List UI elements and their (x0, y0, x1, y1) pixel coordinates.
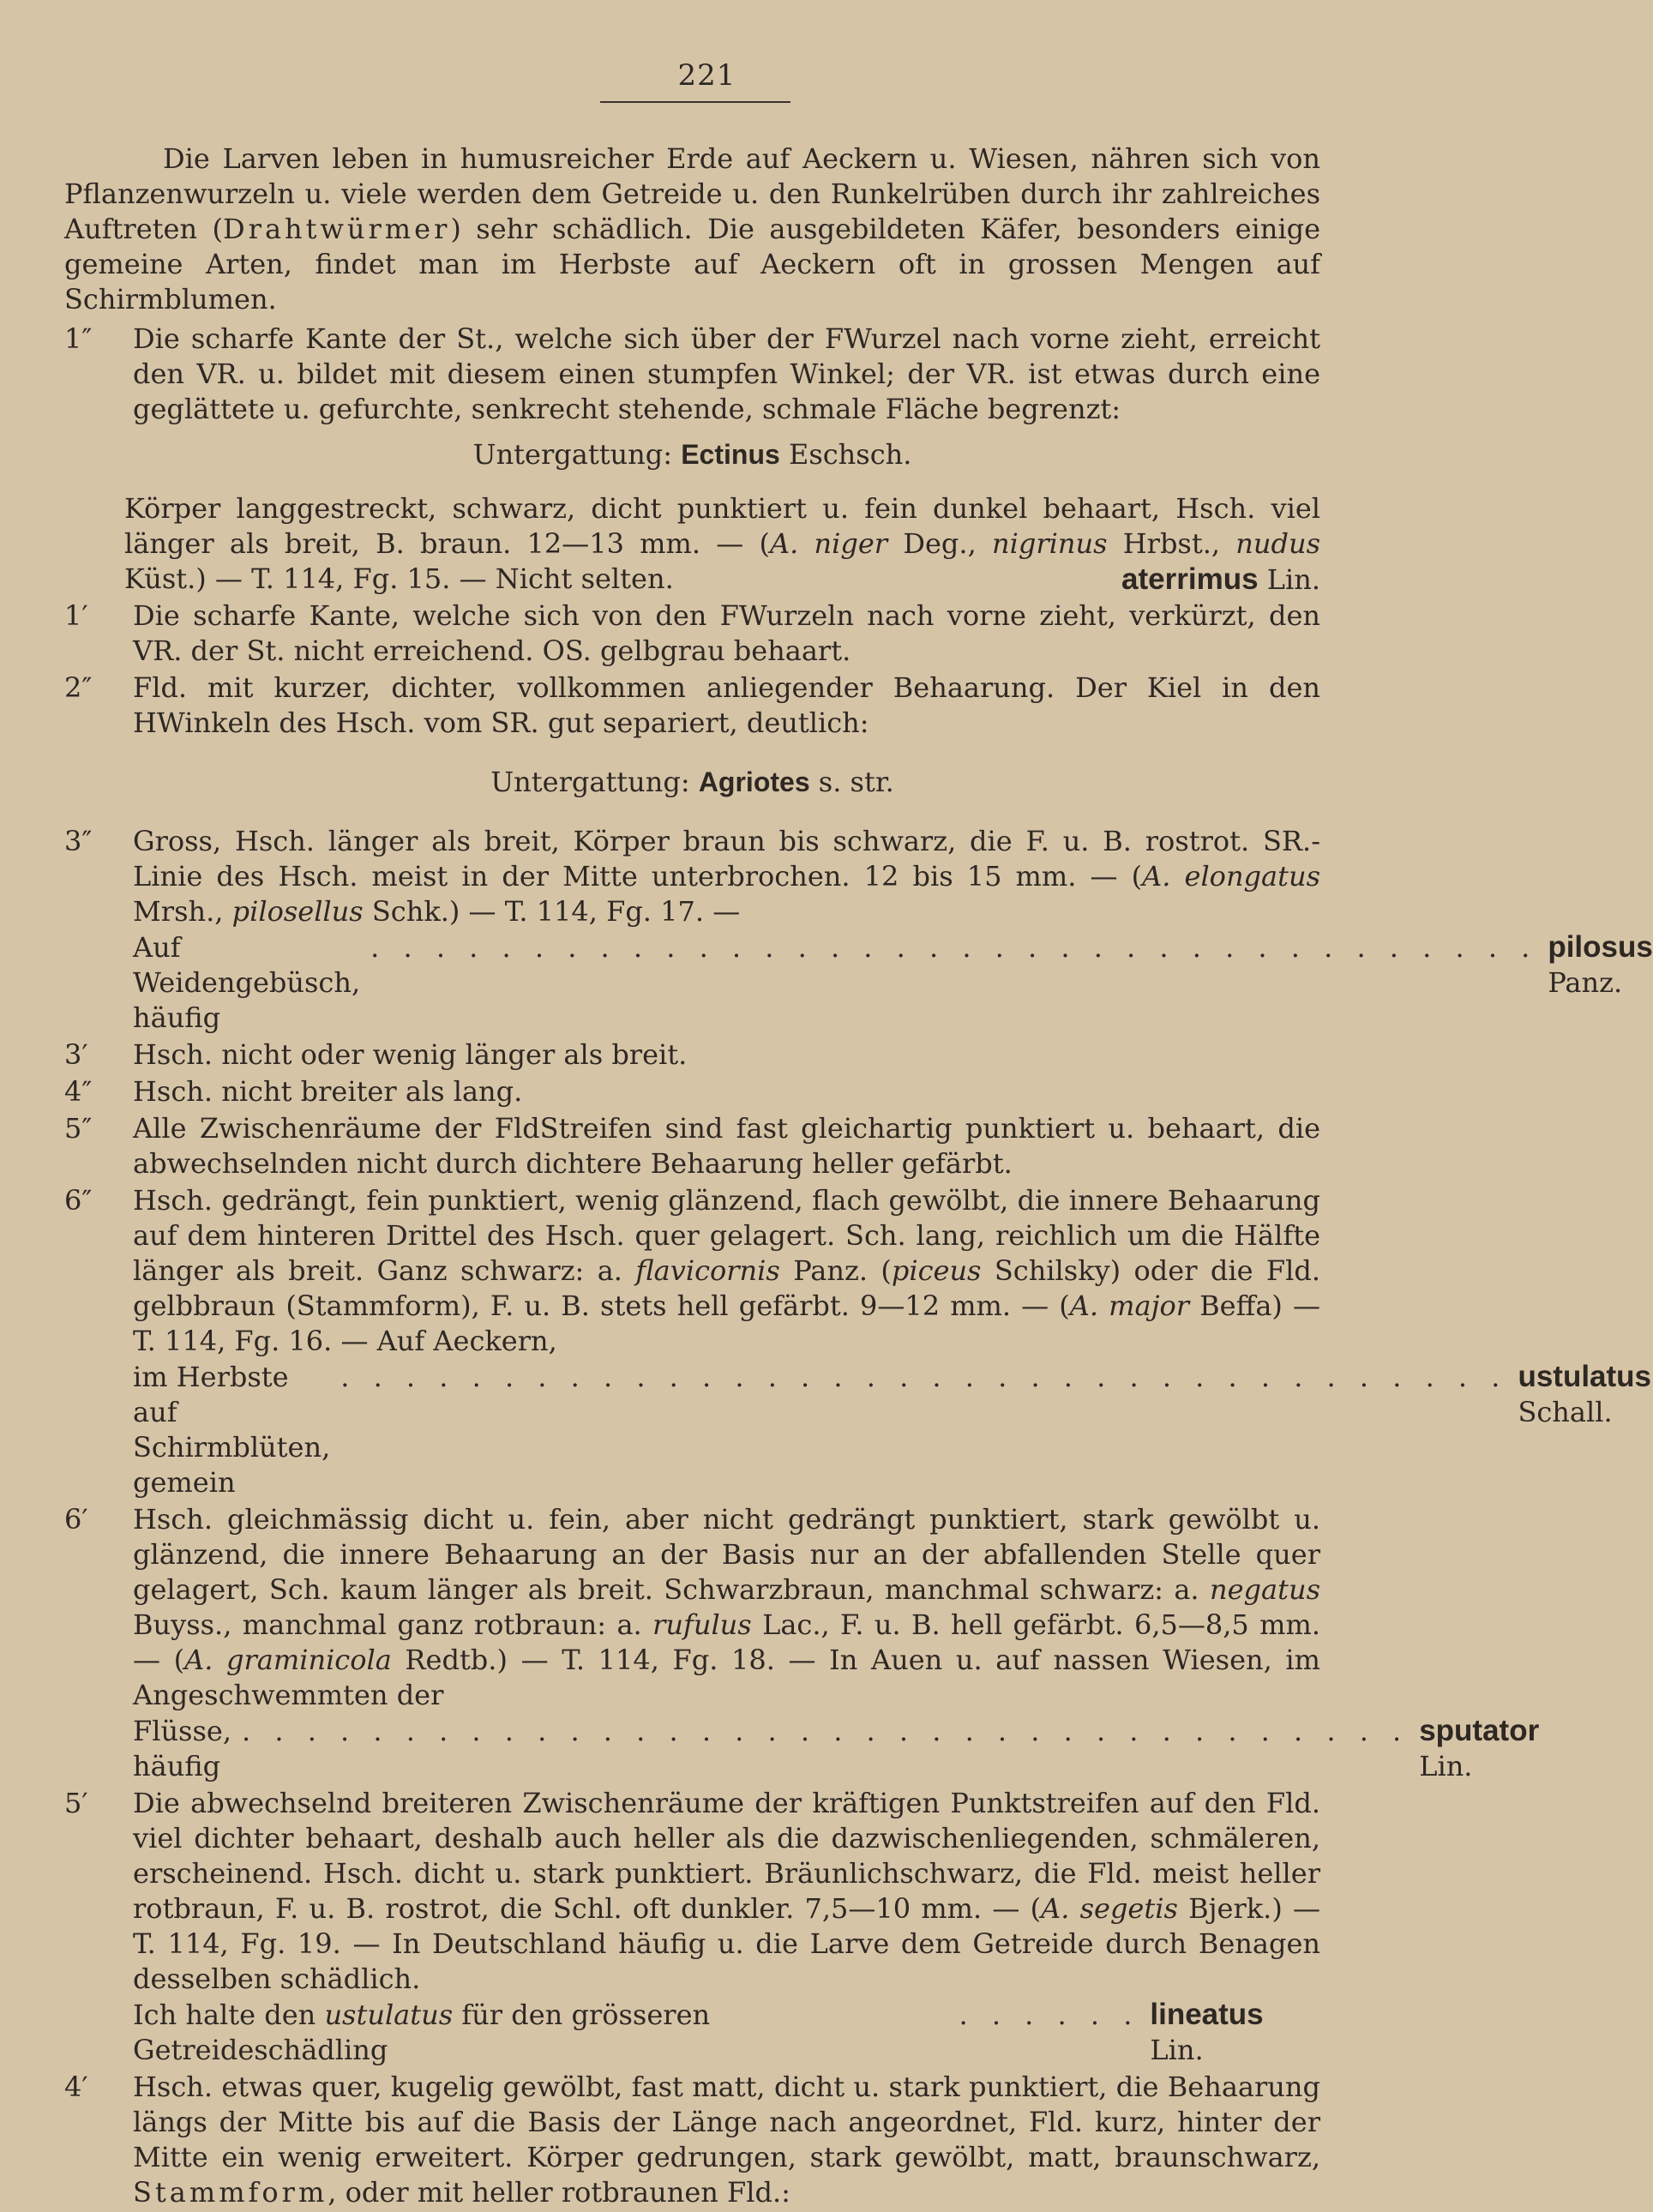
species-text: Körper langgestreckt, schwarz, dicht punktiert u. fein dunkel behaart, Hsch. viel länger als breit, B. braun. 12—13 mm. — ( (124, 492, 1320, 560)
key-text: Panz. ( (779, 1254, 892, 1287)
key-number: 4′ (64, 2071, 88, 2103)
species-line (133, 1997, 1320, 2068)
key-entry-3b (64, 1037, 1320, 1073)
species-text: Deg., (887, 527, 992, 560)
subgenus-prefix: Untergattung: (472, 438, 673, 471)
species-name: lineatus (1150, 1998, 1264, 2031)
synonym: A. major (1069, 1289, 1190, 1322)
species-line (133, 1713, 1540, 1784)
synonym: ustulatus (324, 1999, 454, 2031)
key-entry-6b (64, 1502, 1540, 1784)
key-text: Alle Zwischenräume der FldStreifen sind fast gleichartig punktiert u. behaart, die abwechselnden nicht durch dichtere Behaarung heller gefärbt. (133, 1112, 1320, 1180)
key-number: 1″ (64, 322, 93, 355)
key-text: Redtb.) — T. 114, Fg. 18. — In Auen u. auf nassen Wiesen, im Angeschwemmten der (133, 1644, 1320, 1711)
key-entry-5b (64, 1786, 1320, 2068)
page-content (64, 141, 1653, 2212)
synonym: negatus (1210, 1573, 1320, 1606)
key-text: Beffa) — T. 114, Fg. 16. — Auf Aeckern, (133, 1289, 1321, 1357)
key-number: 5′ (64, 1787, 88, 1819)
subgenus-heading-agriotes (64, 765, 1320, 800)
species-author: Lin. (1266, 563, 1320, 596)
key-entry-4a (64, 1074, 1320, 1109)
synonym: pilosellus (231, 895, 364, 928)
synonym: A. segetis (1041, 1892, 1178, 1925)
header-rule (600, 101, 790, 103)
key-entry-1b (64, 598, 1320, 669)
subgenus-name: Ectinus (681, 439, 780, 470)
key-text: im Herbste auf Schirmblüten, gemein (133, 1361, 331, 1499)
key-number: 3″ (64, 825, 93, 857)
key-entry-1a (64, 322, 1320, 427)
key-entry-2a (64, 670, 1320, 741)
intro-paragraph: Die Larven leben in humusreicher Erde auf Aeckern u. Wiesen, nähren sich von Pflanzenwurzeln u. viele werden dem Getreide u. den Runkelrüben durch ihr zahlreiches Auftreten (Drahtwürmer) sehr schädlich. Die ausgebildeten Käfer, besonders einige gemeine Arten, findet man im Herbste auf Aeckern oft in grossen Mengen auf Schirmblumen. (64, 142, 1321, 316)
synonym: nudus (1235, 527, 1321, 560)
key-number: 5″ (64, 1112, 93, 1145)
subgenus-prefix: Untergattung: (490, 766, 690, 798)
species-author: Panz. (1548, 966, 1623, 999)
key-text: Die scharfe Kante, welche sich von den FWurzeln nach vorne zieht, verkürzt, den VR. der St. nicht erreichend. OS. gelbgrau behaart. (133, 599, 1320, 667)
species-name: pilosus (1548, 930, 1653, 964)
species-name: sputator (1419, 1714, 1540, 1747)
species-text: Küst.) — T. 114, Fg. 15. — Nicht selten. (124, 562, 674, 595)
key-entry-5a (64, 1111, 1320, 1181)
synonym: flavicornis (635, 1254, 780, 1287)
key-text: Hsch. nicht breiter als lang. (133, 1075, 523, 1108)
species-line (133, 1359, 1652, 1500)
key-text: , oder mit heller rotbraunen Fld.: (328, 2176, 790, 2209)
species-text: Hrbst., (1107, 527, 1236, 560)
key-entry-6a (64, 1183, 1652, 1500)
leader-dots: . . . . . . . . . . . . . . . . . . . . . . . . . . . . . . . . . . . . (370, 931, 1538, 964)
synonym: A. niger (770, 527, 888, 560)
species-line (133, 929, 1653, 1036)
subgenus-name: Agriotes (698, 766, 810, 797)
species-entry-aterrimus (64, 491, 1320, 597)
key-text: Hsch. nicht oder wenig länger als breit. (133, 1038, 688, 1071)
key-text: Mrsh., (133, 895, 232, 928)
synonym: piceus (891, 1254, 982, 1287)
species-author: Schall. (1518, 1396, 1613, 1428)
key-text: Auf Weidengebüsch, häufig (133, 931, 361, 1034)
page-number: 221 (677, 58, 736, 93)
key-text: Gross, Hsch. länger als breit, Körper braun bis schwarz, die F. u. B. rostrot. SR.-Linie des Hsch. meist in der Mitte unterbrochen. 12 bis 15 mm. — ( (133, 825, 1320, 893)
key-text: Hsch. gedrängt, fein punktiert, wenig glänzend, flach gewölbt, die innere Behaarung auf dem hinteren Drittel des Hsch. quer gelagert. Sch. lang, reichlich um die Hälfte länger als breit. Ganz schwarz: a. (133, 1184, 1320, 1287)
key-text: Hsch. etwas quer, kugelig gewölbt, fast matt, dicht u. stark punktiert, die Behaarung längs der Mitte bis auf die Basis der Länge nach angeordnet, Fld. kurz, hinter der Mitte ein wenig erweitert. Körper gedrungen, stark gewölbt, matt, braunschwarz, (133, 2071, 1320, 2173)
synonym: A. graminicola (184, 1644, 392, 1676)
subgenus-heading-ectinus (64, 437, 1320, 472)
key-number: 1′ (64, 599, 88, 632)
spaced-term: Drahtwürmer (222, 213, 451, 245)
key-number: 6′ (64, 1503, 88, 1536)
key-text: Hsch. gleichmässig dicht u. fein, aber nicht gedrängt punktiert, stark gewölbt u. glänzend, die innere Behaarung an der Basis nur an der abfallenden Stelle quer gelagert, Sch. kaum länger als breit. Schwarzbraun, manchmal schwarz: a. (133, 1503, 1320, 1606)
key-text: Schilsky) oder die Fld. gelbbraun (Stammform), F. u. B. stets hell gefärbt. 9—12 mm. — ( (133, 1254, 1320, 1322)
key-text: Fld. mit kurzer, dichter, vollkommen anliegender Behaarung. Der Kiel in den HWinkeln des Hsch. vom SR. gut separiert, deutlich: (133, 671, 1320, 739)
synonym: A. elongatus (1142, 860, 1320, 893)
key-number: 6″ (64, 1184, 93, 1217)
synonym: nigrinus (992, 527, 1108, 560)
key-text: Ich halte den (133, 1999, 325, 2031)
species-name: aterrimus (1121, 562, 1259, 596)
key-text: Buyss., manchmal ganz rotbraun: a. (133, 1608, 653, 1641)
key-number: 4″ (64, 1075, 93, 1108)
key-text: Die scharfe Kante der St., welche sich über der FWurzel nach vorne zieht, erreicht den VR. u. bildet mit diesem einen stumpfen Winkel; der VR. ist etwas durch eine geglättete u. gefurchte, senkrecht stehende, schmale Fläche begrenzt: (133, 322, 1320, 425)
key-text: Bjerk.) — T. 114, Fg. 19. — In Deutschland häufig u. die Larve dem Getreide durch Benagen desselben schädlich. (133, 1892, 1321, 1995)
species-author: Lin. (1150, 2034, 1204, 2066)
key-number: 2″ (64, 671, 93, 704)
species-name: ustulatus (1518, 1360, 1652, 1393)
key-number: 3′ (64, 1038, 88, 1071)
subgenus-author: Eschsch. (788, 438, 912, 471)
key-text: Schk.) — T. 114, Fg. 17. — (363, 895, 741, 928)
key-entry-4b (64, 2070, 1320, 2210)
leader-dots: . . . . . . (959, 1999, 1140, 2031)
key-text: Lac., F. u. B. hell gefärbt. 6,5—8,5 mm. — ( (133, 1608, 1321, 1676)
species-author: Lin. (1419, 1750, 1473, 1782)
leader-dots: . . . . . . . . . . . . . . . . . . . . . . . . . . . . . . . . . . . . (242, 1715, 1410, 1747)
key-text: Flüsse, häufig (133, 1715, 231, 1782)
subgenus-author: s. str. (818, 766, 894, 798)
spaced-term: Stammform (133, 2176, 328, 2209)
leader-dots: . . . . . . . . . . . . . . . . . . . . . . . . . . . . . . . . . . . . (340, 1361, 1508, 1393)
key-entry-3a (64, 824, 1653, 1036)
key-text: für den grösseren Getreideschädling (133, 1999, 711, 2066)
synonym: rufulus (652, 1608, 752, 1641)
key-text: Die abwechselnd breiteren Zwischenräume der kräftigen Punktstreifen auf den Fld. viel dichter behaart, deshalb auch heller als die dazwischenliegenden, schmäleren, erscheinend. Hsch. dicht u. stark punktiert. Bräunlichschwarz, die Fld. meist heller rotbraun, F. u. B. rostrot, die Schl. oft dunkler. 7,5—10 mm. — ( (133, 1787, 1320, 1925)
